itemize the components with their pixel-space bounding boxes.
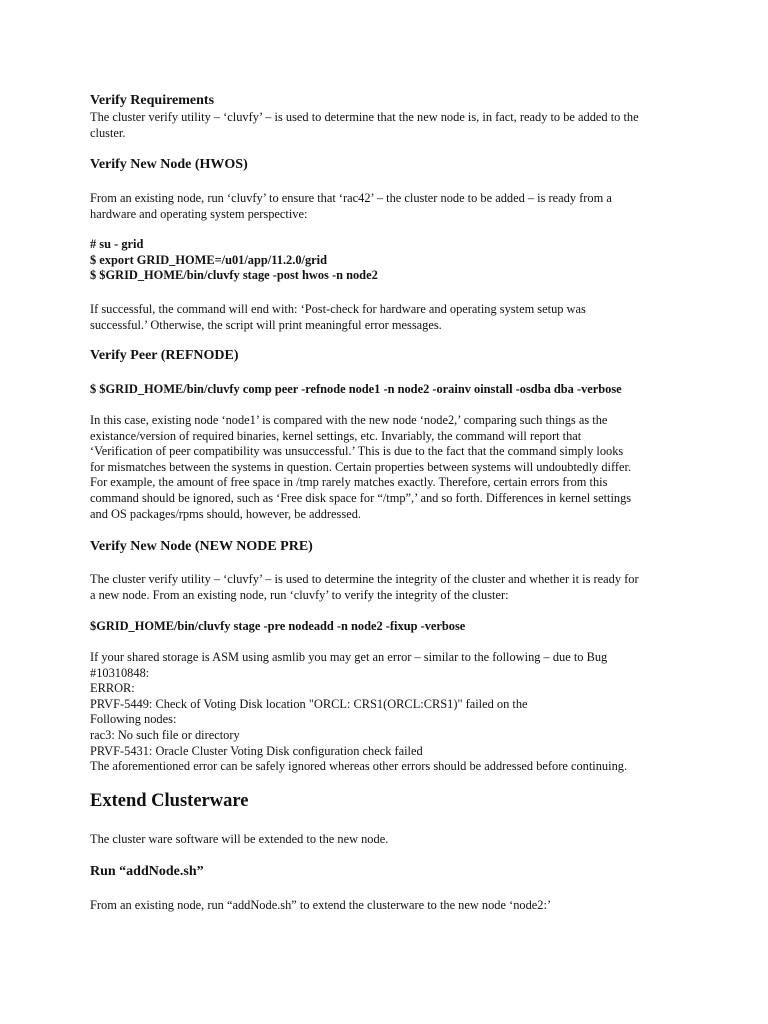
text-line: The cluster verify utility – ‘cluvfy’ – is used to determine the integrity of the cluster and whether it is ready for <box>90 572 639 586</box>
command-line: $GRID_HOME/bin/cluvfy stage -pre nodeadd -n node2 -fixup -verbose <box>90 619 466 633</box>
text-line: From an existing node, run “addNode.sh” to extend the clusterware to the new node ‘node2:’ <box>90 898 552 912</box>
command-line-nodeadd <box>90 619 690 635</box>
text-line: For example, the amount of free space in /tmp rarely matches exactly. Therefore, certain errors from this <box>90 475 608 490</box>
paragraph-verify-requirements <box>90 110 690 141</box>
text-line: hardware and operating system perspective: <box>90 206 308 221</box>
text-line: The cluster verify utility – ‘cluvfy’ – is used to determine that the new node is, in fact, ready to be added to the <box>90 110 639 124</box>
paragraph-run-addnode <box>90 898 690 914</box>
heading-verify-peer: Verify Peer (REFNODE) <box>90 348 239 363</box>
text-line: #10310848: <box>90 665 150 680</box>
text-line: Following nodes: <box>90 712 177 727</box>
text-line: In this case, existing node ‘node1’ is compared with the new node ‘node2,’ comparing such things as the <box>90 413 608 427</box>
command-line: $ $GRID_HOME/bin/cluvfy comp peer -refnode node1 -n node2 -orainv oinstall -osdba dba -verbose <box>90 382 622 396</box>
text-line: ‘Verification of peer compatibility was unsuccessful.’ This is due to the fact that the command simply looks <box>90 444 624 459</box>
heading-verify-new-node-pre: Verify New Node (NEW NODE PRE) <box>90 539 313 554</box>
paragraph-peer <box>90 413 690 522</box>
command-line-peer <box>90 382 690 398</box>
paragraph-hwos-intro <box>90 191 690 222</box>
text-line: ERROR: <box>90 681 135 696</box>
text-line: If your shared storage is ASM using asmlib you may get an error – similar to the following – due to Bug <box>90 650 608 664</box>
text-line: PRVF-5449: Check of Voting Disk location "ORCL: CRS1(ORCL:CRS1)" failed on the <box>90 696 528 711</box>
text-line: The cluster ware software will be extended to the new node. <box>90 832 389 846</box>
text-line: a new node. From an existing node, run ‘cluvfy’ to verify the integrity of the cluster: <box>90 587 509 602</box>
text-line: for mismatches between the systems in question. Certain properties between systems will undoubtedly differ. <box>90 459 632 474</box>
command-line: $ export GRID_HOME=/u01/app/11.2.0/grid <box>90 252 327 267</box>
heading-verify-requirements: Verify Requirements <box>90 93 215 108</box>
text-line: command should be ignored, such as ‘Free disk space for “/tmp”,’ and so forth. Differences in kernel settings <box>90 490 632 505</box>
paragraph-asm-error <box>90 650 690 775</box>
paragraph-new-node-pre-intro <box>90 572 690 603</box>
heading-run-addnode: Run “addNode.sh” <box>90 864 204 879</box>
text-line: successful.’ Otherwise, the script will print meaningful error messages. <box>90 317 442 332</box>
command-block-hwos <box>90 237 690 284</box>
text-line: existance/version of required binaries, kernel settings, etc. Invariably, the command will report that <box>90 428 582 443</box>
text-line: cluster. <box>90 125 126 140</box>
text-line: PRVF-5431: Oracle Cluster Voting Disk configuration check failed <box>90 743 423 758</box>
text-line: The aforementioned error can be safely ignored whereas other errors should be addressed before continuing. <box>90 759 628 774</box>
text-line: and OS packages/rpms should, however, be addressed. <box>90 506 361 521</box>
text-line: If successful, the command will end with: ‘Post-check for hardware and operating system setup was <box>90 302 586 316</box>
text-line: rac3: No such file or directory <box>90 727 240 742</box>
text-line: From an existing node, run ‘cluvfy’ to ensure that ‘rac42’ – the cluster node to be added – is ready from a <box>90 191 612 205</box>
paragraph-extend-clusterware <box>90 832 690 848</box>
command-line: $ $GRID_HOME/bin/cluvfy stage -post hwos -n node2 <box>90 268 378 283</box>
heading-verify-new-node-hwos: Verify New Node (HWOS) <box>90 157 248 172</box>
heading-extend-clusterware: Extend Clusterware <box>90 791 249 811</box>
command-line: # su - grid <box>90 237 144 251</box>
paragraph-hwos-result <box>90 302 690 333</box>
